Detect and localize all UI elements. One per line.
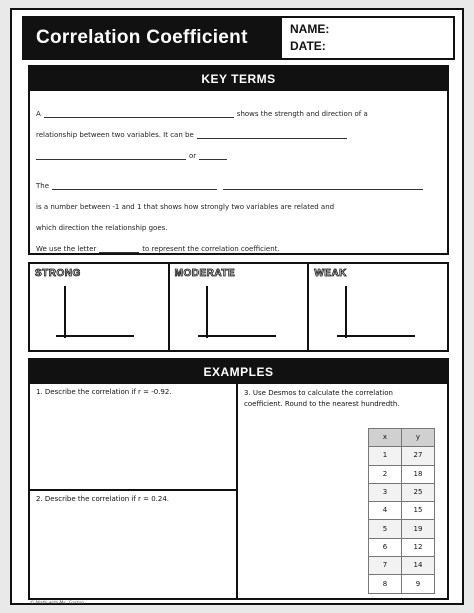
table-cell: 25	[402, 483, 435, 501]
table-row	[369, 557, 435, 575]
table-cell: 15	[402, 502, 435, 520]
y-axis	[64, 286, 66, 338]
correlation-graphs	[28, 262, 449, 352]
term-line-5-text: is a number between -1 and 1 that shows how strongly two variables are related and	[36, 203, 335, 211]
table-cell: 8	[369, 575, 402, 593]
copyright-footer: © Math with Ms. Garton	[30, 601, 85, 606]
fill-in-blank[interactable]	[199, 151, 227, 160]
table-cell: 14	[402, 557, 435, 575]
table-cell: 6	[369, 538, 402, 556]
graph-strong	[30, 264, 170, 350]
term-line-7-end: to represent the correlation coefficient.	[142, 245, 280, 253]
term-line-3	[36, 139, 441, 160]
key-terms-heading: KEY TERMS	[30, 67, 447, 91]
term-line-1-mid: shows the strength and direction of a	[236, 110, 368, 118]
name-date-block	[282, 18, 453, 58]
term-line-4-start: The	[36, 182, 50, 190]
fill-in-blank[interactable]	[99, 244, 139, 253]
table-row	[369, 502, 435, 520]
table-cell: 12	[402, 538, 435, 556]
example-1[interactable]	[30, 384, 238, 491]
name-label: NAME:	[290, 22, 330, 36]
graph-label-strong: STRONG	[35, 268, 81, 279]
fill-in-blank[interactable]	[197, 130, 347, 139]
table-cell: 2	[369, 465, 402, 483]
table-cell: 27	[402, 447, 435, 465]
term-line-1-start: A	[36, 110, 41, 118]
y-axis	[206, 286, 208, 338]
table-header-y: y	[402, 429, 435, 447]
graph-label-weak: WEAK	[314, 268, 347, 279]
example-3[interactable]	[238, 384, 447, 598]
term-line-3-mid: or	[189, 152, 197, 160]
x-axis	[337, 335, 415, 337]
table-cell: 18	[402, 465, 435, 483]
table-cell: 4	[369, 502, 402, 520]
term-line-5	[36, 190, 441, 211]
example-2[interactable]	[30, 491, 238, 598]
table-header-x: x	[369, 429, 402, 447]
examples-heading: EXAMPLES	[30, 360, 447, 384]
title-box	[24, 18, 282, 58]
term-line-2	[36, 118, 441, 139]
table-cell: 9	[402, 575, 435, 593]
term-line-7-start: We use the letter	[36, 245, 97, 253]
table-cell: 19	[402, 520, 435, 538]
table-cell: 5	[369, 520, 402, 538]
x-axis	[56, 335, 134, 337]
page-title: Correlation Coefficient	[36, 27, 248, 48]
table-row	[369, 447, 435, 465]
fill-in-blank[interactable]	[36, 151, 186, 160]
table-row	[369, 538, 435, 556]
data-table	[368, 428, 435, 594]
fill-in-blank[interactable]	[52, 181, 217, 190]
table-cell: 7	[369, 557, 402, 575]
example-3-prompt: 3. Use Desmos to calculate the correlation coefficient. Round to the nearest hundredth.	[244, 389, 400, 408]
fill-in-blank[interactable]	[223, 181, 423, 190]
table-row	[369, 483, 435, 501]
term-line-2-start: relationship between two variables. It can be	[36, 131, 194, 139]
term-line-1	[36, 97, 441, 118]
worksheet	[10, 8, 464, 605]
worksheet-header	[22, 16, 455, 60]
table-row	[369, 465, 435, 483]
example-1-prompt: 1. Describe the correlation if r = -0.92.	[36, 388, 172, 396]
x-axis	[198, 335, 276, 337]
key-terms-section	[28, 65, 449, 255]
table-row	[369, 575, 435, 593]
term-line-6-text: which direction the relationship goes.	[36, 224, 168, 232]
table-row	[369, 520, 435, 538]
example-2-prompt: 2. Describe the correlation if r = 0.24.	[36, 495, 170, 503]
graph-weak	[309, 264, 447, 350]
term-line-7	[36, 232, 441, 253]
table-cell: 3	[369, 483, 402, 501]
graph-moderate	[170, 264, 310, 350]
term-line-4	[36, 169, 441, 190]
fill-in-blank[interactable]	[44, 109, 234, 118]
table-cell: 1	[369, 447, 402, 465]
term-line-6	[36, 211, 441, 232]
graph-label-moderate: MODERATE	[174, 268, 236, 279]
date-label: DATE:	[290, 39, 326, 53]
y-axis	[345, 286, 347, 338]
examples-section	[28, 358, 449, 600]
